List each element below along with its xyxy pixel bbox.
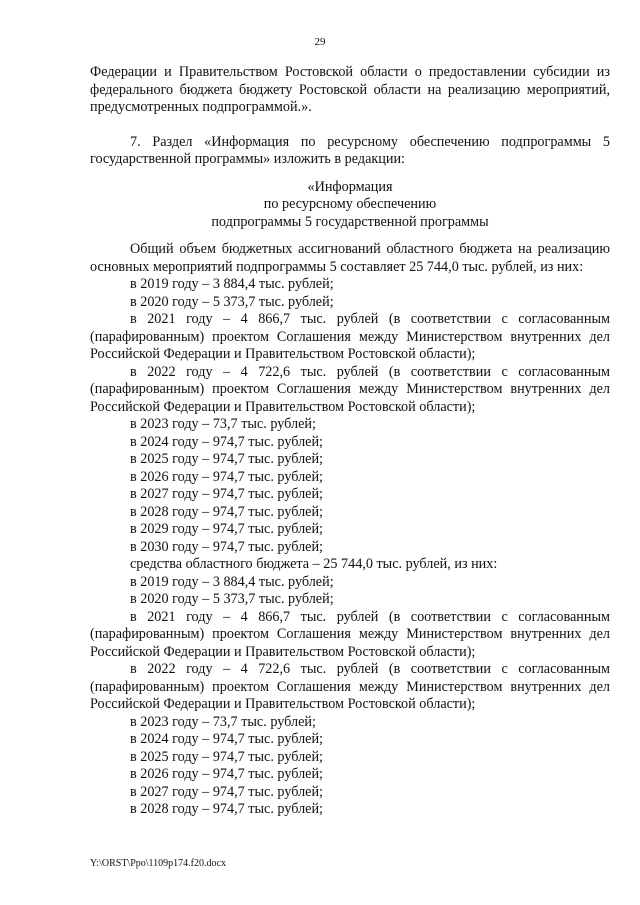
- footer-file-path: Y:\ORST\Ppo\1109p174.f20.docx: [90, 858, 226, 869]
- list-item: в 2027 году – 974,7 тыс. рублей;: [130, 783, 323, 800]
- list-item: в 2022 году – 4 722,6 тыс. рублей (в соответствии с согласованным (парафированным) проектом Соглашения между Министерством внутренних дел Российской Федерации и Правительством Ростовской области);: [90, 363, 610, 415]
- list-item: в 2026 году – 974,7 тыс. рублей;: [130, 766, 323, 782]
- list-item: в 2028 году – 974,7 тыс. рублей;: [130, 801, 323, 817]
- heading-line-3: подпрограммы 5 государственной программы: [211, 213, 489, 230]
- list-item: в 2028 году – 974,7 тыс. рублей;: [130, 503, 323, 520]
- list-item: в 2021 году – 4 866,7 тыс. рублей (в соответствии с согласованным (парафированным) проектом Соглашения между Министерством внутренних дел Российской Федерации и Правительством Ростовской области);: [90, 311, 610, 362]
- page-number: 29: [314, 36, 326, 48]
- section-paragraph: 7. Раздел «Информация по ресурсному обеспечению подпрограммы 5 государственной программы» изложить в редакции:: [90, 133, 610, 167]
- total-paragraph: Общий объем бюджетных ассигнований областного бюджета на реализацию основных мероприятий подпрограммы 5 составляет 25 744,0 тыс. рублей, из них:: [90, 241, 610, 275]
- year-list-total: [90, 276, 610, 556]
- intro-paragraph: Федерации и Правительством Ростовской области о предоставлении субсидии из федерального бюджета бюджету Ростовской области на реализацию мероприятий, предусмотренных подпрограммой.».: [90, 64, 610, 115]
- list-item: в 2019 году – 3 884,4 тыс. рублей;: [130, 573, 334, 590]
- list-item: в 2020 году – 5 373,7 тыс. рублей;: [130, 591, 334, 607]
- document-body: [90, 64, 610, 819]
- regional-budget-paragraph: средства областного бюджета – 25 744,0 тыс. рублей, из них:: [130, 556, 498, 572]
- list-item: в 2023 году – 73,7 тыс. рублей;: [130, 713, 316, 730]
- list-item: в 2030 году – 974,7 тыс. рублей;: [130, 538, 323, 555]
- list-item: в 2025 году – 974,7 тыс. рублей;: [130, 748, 323, 765]
- list-item: в 2026 году – 974,7 тыс. рублей;: [130, 468, 323, 485]
- info-heading: [90, 179, 610, 232]
- list-item: в 2027 году – 974,7 тыс. рублей;: [130, 486, 323, 502]
- year-list-regional: [90, 574, 610, 819]
- list-item: в 2021 году – 4 866,7 тыс. рублей (в соответствии с согласованным (парафированным) проектом Соглашения между Министерством внутренних дел Российской Федерации и Правительством Ростовской области);: [90, 608, 610, 660]
- list-item: в 2019 году – 3 884,4 тыс. рублей;: [130, 276, 334, 292]
- heading-line-2: по ресурсному обеспечению: [263, 196, 437, 212]
- list-item: в 2029 году – 974,7 тыс. рублей;: [130, 521, 323, 537]
- list-item: в 2020 году – 5 373,7 тыс. рублей;: [130, 293, 334, 310]
- list-item: в 2023 году – 73,7 тыс. рублей;: [130, 416, 316, 432]
- heading-line-1: «Информация: [307, 178, 393, 195]
- list-item: в 2022 году – 4 722,6 тыс. рублей (в соответствии с согласованным (парафированным) проектом Соглашения между Министерством внутренних дел Российской Федерации и Правительством Ростовской области);: [90, 661, 610, 712]
- list-item: в 2024 году – 974,7 тыс. рублей;: [130, 433, 323, 450]
- list-item: в 2024 году – 974,7 тыс. рублей;: [130, 731, 323, 747]
- list-item: в 2025 году – 974,7 тыс. рублей;: [130, 451, 323, 467]
